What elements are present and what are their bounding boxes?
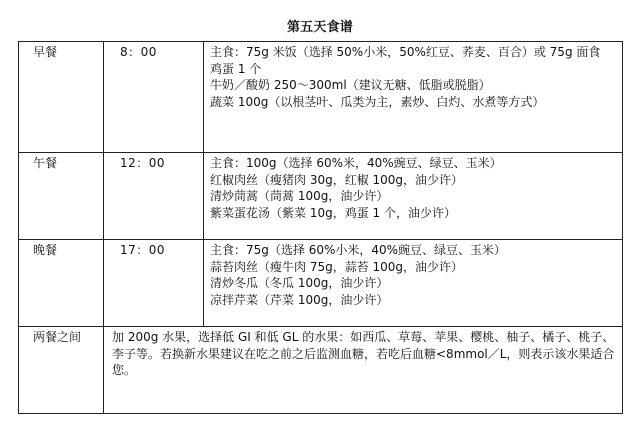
meal-name-cell: 晚餐 (19, 240, 104, 327)
page-title: 第五天食谱 (286, 20, 353, 35)
meal-food-cell (204, 240, 623, 327)
meal-food-cell (204, 153, 623, 240)
meal-row-dinner (19, 240, 623, 327)
food-item: 红椒肉丝（瘦猪肉 30g，红椒 100g，油少许） (210, 172, 464, 187)
food-item: 凉拌芹菜（芹菜 100g，油少许） (210, 292, 389, 307)
meal-time-cell: 12：00 (104, 153, 204, 240)
meal-plan-table (18, 41, 623, 414)
food-item: 主食：100g（选择 60%米，40%豌豆、绿豆、玉米） (210, 156, 502, 170)
meal-row-breakfast (19, 42, 623, 153)
between-meals-row (19, 327, 623, 414)
meal-time-cell: 8：00 (104, 42, 204, 153)
food-item: 主食：75g 米饭（选择 50%小米，50%红豆、荞麦、百合）或 75g 面食 (210, 45, 601, 59)
food-item: 紫菜蛋花汤（紫菜 10g，鸡蛋 1 个，油少许） (210, 205, 456, 220)
meal-name-cell: 午餐 (19, 153, 104, 240)
meal-name-cell: 早餐 (19, 42, 104, 153)
food-item: 主食：75g（选择 60%小米，40%豌豆、绿豆、玉米） (210, 243, 507, 257)
food-item: 牛奶／酸奶 250～300ml（建议无糖、低脂或脱脂） (210, 78, 491, 92)
between-meals-text: 加 200g 水果，选择低 GI 和低 GL 的水果：如西瓜、草莓、苹果、樱桃、柚子、橘子、桃子、李子等。若换新水果建议在吃之前之后监测血糖，若吃后血糖<8mmol／L，则表示该水果适合您。 (112, 330, 615, 377)
meal-food-cell (204, 42, 623, 153)
meal-row-lunch (19, 153, 623, 240)
between-meals-text-cell (104, 327, 623, 414)
food-item: 清炒冬瓜（冬瓜 100g，油少许） (210, 276, 389, 290)
food-item: 蔬菜 100g（以根茎叶、瓜类为主，素炒、白灼、水煮等方式） (210, 94, 545, 109)
between-meals-label: 两餐之间 (19, 327, 104, 414)
meal-time-cell: 17：00 (104, 240, 204, 327)
food-item: 蒜苔肉丝（瘦牛肉 75g，蒜苔 100g，油少许） (210, 259, 464, 274)
food-item: 清炒茼蒿（茼蒿 100g，油少许） (210, 189, 389, 203)
food-item: 鸡蛋 1 个 (210, 61, 262, 76)
